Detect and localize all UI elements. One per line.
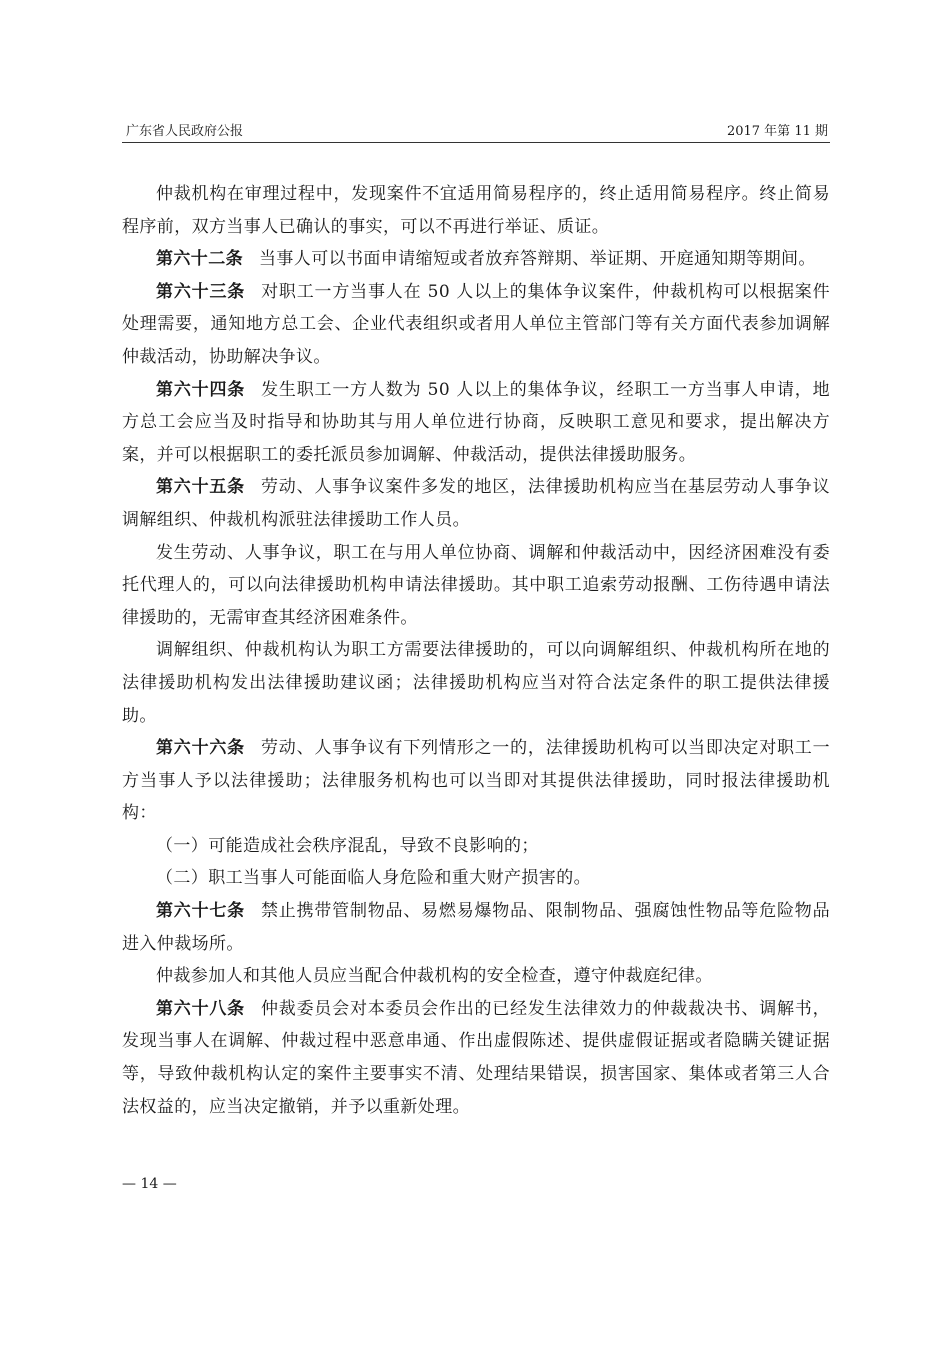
paragraph: 仲裁机构在审理过程中，发现案件不宜适用简易程序的，终止适用简易程序。终止简易程序前，双方当事人已确认的事实，可以不再进行举证、质证。 xyxy=(122,184,830,237)
page-number: — 14 — xyxy=(122,1176,177,1192)
document-body xyxy=(122,178,830,1123)
paragraph: 第六十八条 仲裁委员会对本委员会作出的已经发生法律效力的仲裁裁决书、调解书，发现当事人在调解、仲裁过程中恶意串通、作出虚假陈述、提供虚假证据或者隐瞒关键证据等，导致仲裁机构认定的案件主要事实不清、处理结果错误，损害国家、集体或者第三人合法权益的，应当决定撤销，并予以重新处理。 xyxy=(122,998,830,1117)
paragraph: 仲裁参加人和其他人员应当配合仲裁机构的安全检查，遵守仲裁庭纪律。 xyxy=(156,966,713,987)
paragraph: 第六十三条 对职工一方当事人在 50 人以上的集体争议案件，仲裁机构可以根据案件处理需要，通知地方总工会、企业代表组织或者用人单位主管部门等有关方面代表参加调解仲裁活动，协助解决争议。 xyxy=(122,281,830,367)
paragraph: 第六十七条 禁止携带管制物品、易燃易爆物品、限制物品、强腐蚀性物品等危险物品进入仲裁场所。 xyxy=(122,901,830,954)
paragraph: 调解组织、仲裁机构认为职工方需要法律援助的，可以向调解组织、仲裁机构所在地的法律援助机构发出法律援助建议函；法律援助机构应当对符合法定条件的职工提供法律援助。 xyxy=(122,640,830,726)
issue-number: 2017 年第 11 期 xyxy=(726,124,828,139)
article-number: 第六十七条 xyxy=(156,901,245,922)
list-item: （一）可能造成社会秩序混乱，导致不良影响的； xyxy=(156,835,539,856)
article-number: 第六十八条 xyxy=(156,998,245,1019)
paragraph: 第六十五条 劳动、人事争议案件多发的地区，法律援助机构应当在基层劳动人事争议调解组织、仲裁机构派驻法律援助工作人员。 xyxy=(122,477,830,530)
paragraph: 第六十四条 发生职工一方人数为 50 人以上的集体争议，经职工一方当事人申请，地方总工会应当及时指导和协助其与用人单位进行协商，反映职工意见和要求，提出解决方案，并可以根据职工的委托派员参加调解、仲裁活动，提供法律援助服务。 xyxy=(122,379,830,465)
article-number: 第六十二条 xyxy=(156,249,243,270)
publication-title: 广东省人民政府公报 xyxy=(126,124,244,139)
page-header xyxy=(122,118,830,143)
paragraph: 第六十二条 当事人可以书面申请缩短或者放弃答辩期、举证期、开庭通知期等期间。 xyxy=(156,249,816,270)
paragraph: 第六十六条 劳动、人事争议有下列情形之一的，法律援助机构可以当即决定对职工一方当事人予以法律援助；法律服务机构也可以当即对其提供法律援助，同时报法律援助机构： xyxy=(122,738,830,824)
article-number: 第六十三条 xyxy=(156,281,246,302)
list-item: （二）职工当事人可能面临人身危险和重大财产损害的。 xyxy=(156,868,591,889)
article-number: 第六十六条 xyxy=(156,738,245,759)
article-number: 第六十四条 xyxy=(156,379,246,400)
paragraph: 发生劳动、人事争议，职工在与用人单位协商、调解和仲裁活动中，因经济困难没有委托代理人的，可以向法律援助机构申请法律援助。其中职工追索劳动报酬、工伤待遇申请法律援助的，无需审查其经济困难条件。 xyxy=(122,542,830,628)
article-number: 第六十五条 xyxy=(156,477,245,498)
